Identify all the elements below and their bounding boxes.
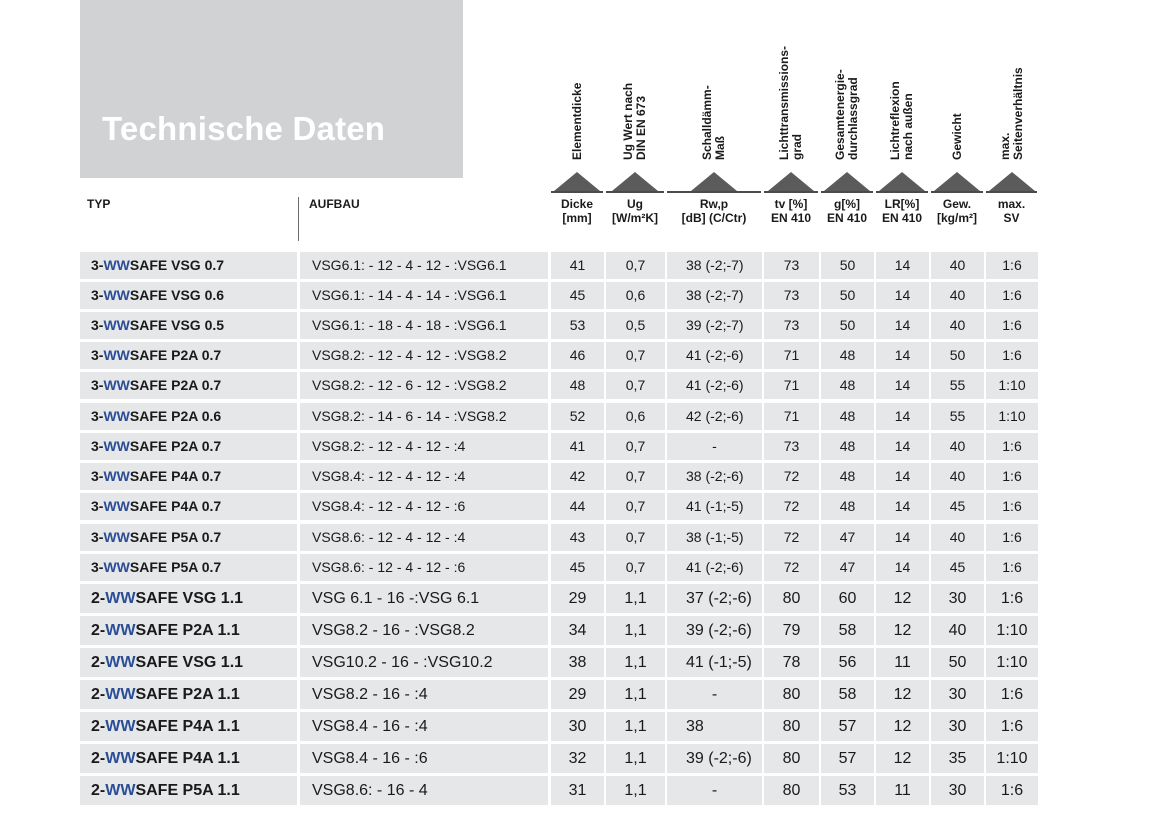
cell-typ — [80, 744, 297, 773]
typ-brand: WW — [105, 622, 136, 639]
cell-typ — [80, 648, 297, 677]
cell-rw: - — [667, 433, 762, 460]
cell-dicke: 52 — [551, 403, 604, 430]
cell-ug: 0,7 — [606, 493, 665, 520]
cell-tv: 73 — [764, 282, 819, 309]
vh-gewicht — [933, 0, 981, 166]
cell-rw: 37 (-2;-6) — [667, 584, 762, 613]
header-ug: Ug [W/m²K] — [612, 197, 658, 225]
vh-schalldaemm-text: Schalldämm- Maß — [700, 85, 727, 160]
header-rule — [931, 191, 983, 193]
cell-tv: 80 — [764, 776, 819, 805]
typ-name: SAFE VSG 0.5 — [129, 317, 225, 333]
header-rule — [764, 191, 818, 193]
cell-rw: - — [667, 776, 762, 805]
cell-lr: 12 — [876, 680, 929, 709]
cell-rw: 42 (-2;-6) — [667, 403, 762, 430]
cell-dicke: 45 — [551, 554, 604, 581]
cell-g: 48 — [821, 463, 874, 490]
typ-prefix: 3- — [91, 408, 104, 424]
typ-prefix: 3- — [91, 257, 104, 273]
cell-rw: 41 (-2;-6) — [667, 342, 762, 369]
cell-typ — [80, 433, 297, 460]
typ-name: SAFE VSG 1.1 — [135, 590, 244, 607]
cell-rw: 38 (-2;-6) — [667, 463, 762, 490]
typ-name: SAFE P2A 1.1 — [135, 622, 240, 639]
cell-g: 58 — [821, 680, 874, 709]
header-arrow-icon — [989, 172, 1035, 191]
cell-dicke: 30 — [551, 712, 604, 741]
typ-brand: WW — [103, 408, 130, 424]
cell-aufbau: VSG8.2: - 12 - 4 - 12 - :4 — [300, 433, 548, 460]
cell-ug: 0,5 — [606, 312, 665, 339]
cell-gew: 55 — [931, 403, 984, 430]
table-row — [80, 372, 1038, 399]
cell-typ — [80, 776, 297, 805]
title-banner — [80, 0, 463, 178]
header-sv: max. SV — [997, 197, 1026, 225]
cell-typ — [80, 554, 297, 581]
header-arrow-icon — [691, 172, 737, 191]
header-tv: tv [%] EN 410 — [770, 197, 812, 225]
table-row — [80, 554, 1038, 581]
typ-name: SAFE P2A 0.7 — [129, 347, 222, 363]
cell-lr: 12 — [876, 744, 929, 773]
cell-aufbau: VSG6.1: - 18 - 4 - 18 - :VSG6.1 — [300, 312, 548, 339]
cell-sv: 1:6 — [986, 282, 1038, 309]
cell-gew: 35 — [931, 744, 984, 773]
cell-gew: 40 — [931, 252, 984, 279]
typ-prefix: 3- — [91, 438, 104, 454]
cell-g: 48 — [821, 342, 874, 369]
vh-ug-wert-text: Ug Wert nach DIN EN 673 — [621, 82, 648, 160]
cell-rw: 41 (-1;-5) — [667, 648, 762, 677]
cell-typ — [80, 342, 297, 369]
header-rule — [606, 191, 664, 193]
header-arrow-icon — [879, 172, 925, 191]
table-row — [80, 524, 1038, 551]
cell-gew: 55 — [931, 372, 984, 399]
cell-lr: 14 — [876, 282, 929, 309]
cell-aufbau: VSG 6.1 - 16 -:VSG 6.1 — [300, 584, 548, 613]
cell-typ — [80, 403, 297, 430]
cell-lr: 14 — [876, 554, 929, 581]
typ-brand: WW — [103, 347, 130, 363]
typ-prefix: 2- — [91, 590, 106, 607]
cell-aufbau: VSG8.4 - 16 - :6 — [300, 744, 548, 773]
table-row — [80, 648, 1038, 677]
vh-elementdicke-text: Elementdicke — [569, 82, 584, 160]
cell-aufbau: VSG8.6: - 12 - 4 - 12 - :4 — [300, 524, 548, 551]
header-lr: LR[%] EN 410 — [881, 197, 923, 225]
cell-dicke: 38 — [551, 648, 604, 677]
cell-typ — [80, 680, 297, 709]
cell-typ — [80, 524, 297, 551]
vh-elementdicke — [553, 0, 601, 166]
cell-g: 50 — [821, 282, 874, 309]
cell-dicke: 53 — [551, 312, 604, 339]
cell-g: 48 — [821, 433, 874, 460]
typ-name: SAFE P2A 0.6 — [129, 408, 222, 424]
cell-ug: 0,6 — [606, 403, 665, 430]
cell-tv: 72 — [764, 463, 819, 490]
header-aufbau: AUFBAU — [309, 197, 360, 211]
cell-typ — [80, 584, 297, 613]
cell-lr: 12 — [876, 584, 929, 613]
cell-tv: 80 — [764, 712, 819, 741]
cell-rw: 39 (-2;-7) — [667, 312, 762, 339]
cell-tv: 71 — [764, 342, 819, 369]
typ-name: SAFE P4A 1.1 — [135, 718, 240, 735]
cell-g: 47 — [821, 524, 874, 551]
cell-lr: 14 — [876, 372, 929, 399]
cell-sv: 1:6 — [986, 463, 1038, 490]
cell-sv: 1:6 — [986, 312, 1038, 339]
header-arrow-icon — [934, 172, 980, 191]
table-row — [80, 403, 1038, 430]
cell-dicke: 45 — [551, 282, 604, 309]
header-typ: TYP — [87, 197, 111, 211]
cell-tv: 71 — [764, 372, 819, 399]
cell-gew: 30 — [931, 712, 984, 741]
cell-aufbau: VSG8.4: - 12 - 4 - 12 - :6 — [300, 493, 548, 520]
typ-brand: WW — [105, 654, 136, 671]
typ-name: SAFE P5A 0.7 — [129, 559, 222, 575]
typ-prefix: 3- — [91, 468, 104, 484]
cell-typ — [80, 252, 297, 279]
cell-tv: 73 — [764, 433, 819, 460]
table-row — [80, 776, 1038, 805]
cell-sv: 1:10 — [986, 372, 1038, 399]
header-rule — [821, 191, 873, 193]
typ-prefix: 2- — [91, 686, 106, 703]
typ-prefix: 2- — [91, 654, 106, 671]
cell-rw: - — [667, 680, 762, 709]
cell-rw: 38 (-2;-7) — [667, 282, 762, 309]
cell-g: 48 — [821, 493, 874, 520]
cell-g: 56 — [821, 648, 874, 677]
cell-tv: 80 — [764, 744, 819, 773]
typ-brand: WW — [105, 750, 136, 767]
cell-rw: 39 (-2;-6) — [667, 616, 762, 645]
cell-sv: 1:10 — [986, 403, 1038, 430]
cell-g: 53 — [821, 776, 874, 805]
cell-ug: 0,7 — [606, 524, 665, 551]
cell-typ — [80, 372, 297, 399]
cell-aufbau: VSG8.4 - 16 - :4 — [300, 712, 548, 741]
cell-gew: 40 — [931, 433, 984, 460]
typ-prefix: 3- — [91, 377, 104, 393]
cell-dicke: 34 — [551, 616, 604, 645]
cell-ug: 0,7 — [606, 372, 665, 399]
cell-gew: 40 — [931, 463, 984, 490]
cell-ug: 0,7 — [606, 252, 665, 279]
cell-lr: 12 — [876, 712, 929, 741]
cell-tv: 80 — [764, 680, 819, 709]
header-dicke: Dicke [mm] — [560, 197, 594, 225]
cell-rw: 38 (-1;-5) — [667, 524, 762, 551]
cell-dicke: 42 — [551, 463, 604, 490]
cell-ug: 0,7 — [606, 433, 665, 460]
typ-brand: WW — [103, 498, 130, 514]
cell-aufbau: VSG6.1: - 14 - 4 - 14 - :VSG6.1 — [300, 282, 548, 309]
cell-gew: 40 — [931, 524, 984, 551]
table-row — [80, 680, 1038, 709]
cell-sv: 1:6 — [986, 493, 1038, 520]
cell-dicke: 46 — [551, 342, 604, 369]
cell-tv: 72 — [764, 493, 819, 520]
header-divider — [298, 197, 299, 241]
cell-tv: 78 — [764, 648, 819, 677]
typ-name: SAFE P2A 0.7 — [129, 377, 222, 393]
vh-schalldaemm — [690, 0, 738, 166]
typ-brand: WW — [103, 377, 130, 393]
header-arrow-icon — [824, 172, 870, 191]
cell-rw: 41 (-2;-6) — [667, 554, 762, 581]
typ-prefix: 3- — [91, 347, 104, 363]
cell-tv: 73 — [764, 252, 819, 279]
typ-name: SAFE VSG 0.7 — [129, 257, 225, 273]
cell-ug: 1,1 — [606, 712, 665, 741]
vh-lichtreflexion — [878, 0, 926, 166]
cell-aufbau: VSG10.2 - 16 - :VSG10.2 — [300, 648, 548, 677]
cell-typ — [80, 463, 297, 490]
cell-tv: 73 — [764, 312, 819, 339]
typ-name: SAFE P5A 1.1 — [135, 782, 240, 799]
cell-sv: 1:6 — [986, 433, 1038, 460]
cell-aufbau: VSG8.2: - 14 - 6 - 14 - :VSG8.2 — [300, 403, 548, 430]
table-row — [80, 463, 1038, 490]
typ-prefix: 3- — [91, 529, 104, 545]
cell-rw: 39 (-2;-6) — [667, 744, 762, 773]
table-row — [80, 584, 1038, 613]
header-rule — [551, 191, 603, 193]
cell-ug: 1,1 — [606, 776, 665, 805]
cell-sv: 1:6 — [986, 712, 1038, 741]
cell-sv: 1:6 — [986, 252, 1038, 279]
cell-aufbau: VSG8.6: - 12 - 4 - 12 - :6 — [300, 554, 548, 581]
typ-brand: WW — [103, 317, 130, 333]
vh-gewicht-text: Gewicht — [949, 113, 964, 160]
cell-g: 58 — [821, 616, 874, 645]
cell-rw: 38 — [667, 712, 762, 741]
cell-dicke: 41 — [551, 252, 604, 279]
cell-ug: 1,1 — [606, 616, 665, 645]
cell-ug: 1,1 — [606, 584, 665, 613]
cell-g: 50 — [821, 252, 874, 279]
cell-dicke: 48 — [551, 372, 604, 399]
cell-aufbau: VSG8.2: - 12 - 4 - 12 - :VSG8.2 — [300, 342, 548, 369]
cell-rw: 41 (-2;-6) — [667, 372, 762, 399]
cell-aufbau: VSG8.2 - 16 - :VSG8.2 — [300, 616, 548, 645]
cell-sv: 1:6 — [986, 776, 1038, 805]
table-row — [80, 712, 1038, 741]
cell-lr: 14 — [876, 493, 929, 520]
cell-sv: 1:6 — [986, 554, 1038, 581]
cell-gew: 40 — [931, 282, 984, 309]
cell-sv: 1:6 — [986, 524, 1038, 551]
table-row — [80, 493, 1038, 520]
header-arrow-icon — [554, 172, 600, 191]
table-row — [80, 433, 1038, 460]
cell-g: 57 — [821, 712, 874, 741]
cell-typ — [80, 282, 297, 309]
vh-gesamtenergie — [823, 0, 871, 166]
cell-sv: 1:6 — [986, 342, 1038, 369]
cell-tv: 72 — [764, 554, 819, 581]
table-row — [80, 282, 1038, 309]
typ-prefix: 3- — [91, 498, 104, 514]
cell-gew: 45 — [931, 554, 984, 581]
header-rule — [667, 191, 761, 193]
cell-g: 47 — [821, 554, 874, 581]
typ-brand: WW — [105, 590, 136, 607]
cell-dicke: 43 — [551, 524, 604, 551]
typ-brand: WW — [103, 287, 130, 303]
typ-brand: WW — [103, 468, 130, 484]
page-title: Technische Daten — [102, 110, 386, 147]
cell-typ — [80, 712, 297, 741]
cell-ug: 0,7 — [606, 463, 665, 490]
cell-gew: 45 — [931, 493, 984, 520]
cell-sv: 1:10 — [986, 744, 1038, 773]
cell-sv: 1:10 — [986, 648, 1038, 677]
cell-g: 57 — [821, 744, 874, 773]
typ-brand: WW — [105, 782, 136, 799]
vh-seitenverhaeltnis — [988, 0, 1036, 166]
cell-lr: 14 — [876, 433, 929, 460]
cell-g: 60 — [821, 584, 874, 613]
cell-ug: 0,6 — [606, 282, 665, 309]
cell-ug: 1,1 — [606, 648, 665, 677]
cell-tv: 80 — [764, 584, 819, 613]
header-rule — [986, 191, 1037, 193]
cell-aufbau: VSG8.2 - 16 - :4 — [300, 680, 548, 709]
cell-lr: 14 — [876, 342, 929, 369]
cell-aufbau: VSG8.6: - 16 - 4 — [300, 776, 548, 805]
cell-rw: 41 (-1;-5) — [667, 493, 762, 520]
table-row — [80, 616, 1038, 645]
cell-sv: 1:10 — [986, 616, 1038, 645]
vh-gesamtenergie-text: Gesamtenergie- durchlassgrad — [833, 69, 860, 160]
cell-gew: 40 — [931, 616, 984, 645]
table-row — [80, 342, 1038, 369]
cell-gew: 30 — [931, 584, 984, 613]
cell-aufbau: VSG8.2: - 12 - 6 - 12 - :VSG8.2 — [300, 372, 548, 399]
typ-name: SAFE VSG 1.1 — [135, 654, 244, 671]
cell-ug: 1,1 — [606, 680, 665, 709]
typ-prefix: 2- — [91, 782, 106, 799]
typ-name: SAFE P4A 1.1 — [135, 750, 240, 767]
cell-dicke: 29 — [551, 680, 604, 709]
typ-name: SAFE P4A 0.7 — [129, 468, 222, 484]
cell-dicke: 44 — [551, 493, 604, 520]
cell-sv: 1:6 — [986, 584, 1038, 613]
typ-prefix: 3- — [91, 559, 104, 575]
table-row — [80, 312, 1038, 339]
cell-lr: 14 — [876, 312, 929, 339]
cell-dicke: 41 — [551, 433, 604, 460]
cell-typ — [80, 493, 297, 520]
cell-lr: 12 — [876, 616, 929, 645]
typ-prefix: 3- — [91, 287, 104, 303]
cell-aufbau: VSG8.4: - 12 - 4 - 12 - :4 — [300, 463, 548, 490]
cell-g: 50 — [821, 312, 874, 339]
typ-brand: WW — [103, 529, 130, 545]
vh-ug-wert — [611, 0, 659, 166]
cell-ug: 0,7 — [606, 342, 665, 369]
header-arrow-icon — [768, 172, 814, 191]
cell-dicke: 31 — [551, 776, 604, 805]
cell-gew: 50 — [931, 342, 984, 369]
typ-name: SAFE P5A 0.7 — [129, 529, 222, 545]
cell-g: 48 — [821, 403, 874, 430]
typ-brand: WW — [105, 718, 136, 735]
cell-typ — [80, 616, 297, 645]
vh-lichttransmission — [767, 0, 815, 166]
cell-lr: 14 — [876, 252, 929, 279]
cell-lr: 11 — [876, 648, 929, 677]
cell-lr: 14 — [876, 524, 929, 551]
typ-name: SAFE P4A 0.7 — [129, 498, 222, 514]
cell-g: 48 — [821, 372, 874, 399]
cell-gew: 50 — [931, 648, 984, 677]
cell-gew: 30 — [931, 776, 984, 805]
typ-brand: WW — [105, 686, 136, 703]
typ-prefix: 2- — [91, 718, 106, 735]
typ-prefix: 3- — [91, 317, 104, 333]
cell-aufbau: VSG6.1: - 12 - 4 - 12 - :VSG6.1 — [300, 252, 548, 279]
header-arrow-icon — [612, 172, 658, 191]
cell-lr: 11 — [876, 776, 929, 805]
typ-name: SAFE P2A 0.7 — [129, 438, 222, 454]
header-rule — [876, 191, 928, 193]
cell-gew: 30 — [931, 680, 984, 709]
typ-prefix: 2- — [91, 622, 106, 639]
typ-prefix: 2- — [91, 750, 106, 767]
cell-rw: 38 (-2;-7) — [667, 252, 762, 279]
vh-lichttransmission-text: Lichttransmissions- grad — [777, 45, 804, 160]
vh-lichtreflexion-text: Lichtreflexion nach außen — [888, 81, 915, 160]
cell-sv: 1:6 — [986, 680, 1038, 709]
cell-ug: 1,1 — [606, 744, 665, 773]
typ-brand: WW — [103, 438, 130, 454]
cell-dicke: 29 — [551, 584, 604, 613]
cell-typ — [80, 312, 297, 339]
typ-name: SAFE VSG 0.6 — [129, 287, 225, 303]
cell-ug: 0,7 — [606, 554, 665, 581]
cell-dicke: 32 — [551, 744, 604, 773]
vh-seitenverhaeltnis-text: max. Seitenverhältnis — [997, 67, 1025, 160]
cell-lr: 14 — [876, 463, 929, 490]
typ-brand: WW — [103, 559, 130, 575]
typ-brand: WW — [103, 257, 130, 273]
cell-tv: 71 — [764, 403, 819, 430]
typ-name: SAFE P2A 1.1 — [135, 686, 240, 703]
cell-lr: 14 — [876, 403, 929, 430]
cell-tv: 79 — [764, 616, 819, 645]
cell-tv: 72 — [764, 524, 819, 551]
header-gew: Gew. [kg/m²] — [937, 197, 977, 225]
header-rw: Rw,p [dB] (C/Ctr) — [681, 197, 747, 225]
table-row — [80, 252, 1038, 279]
header-g: g[%] EN 410 — [826, 197, 868, 225]
cell-gew: 40 — [931, 312, 984, 339]
table-row — [80, 744, 1038, 773]
